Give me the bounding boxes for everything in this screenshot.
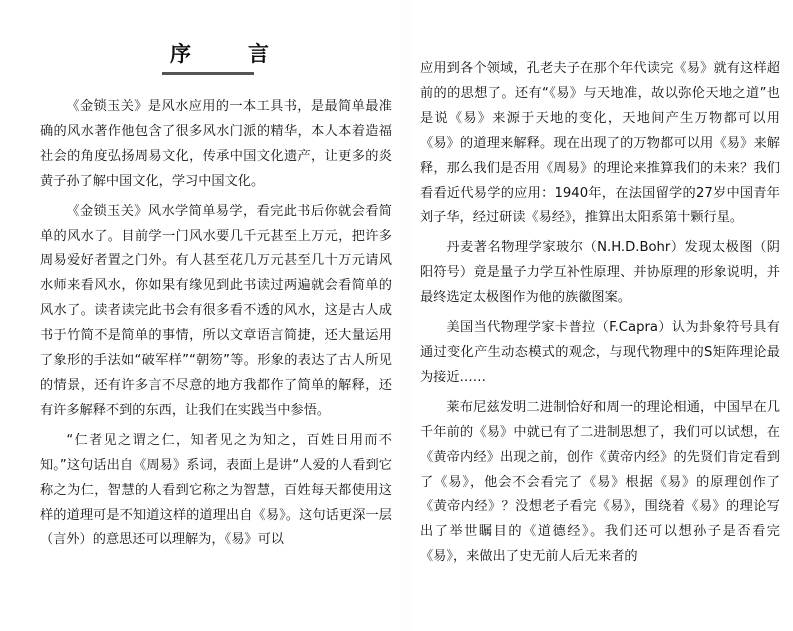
paragraph-intro: 《金锁玉关》是风水应用的一本工具书，是最简单最准确的风水著作他包含了很多风水门派的精华，本人本着造福社会的角度弘扬周易文化，传承中国文化遗产，让更多的炎黄子孙了解中国文化，学习中国文化。 bbox=[40, 99, 392, 189]
book-gutter bbox=[400, 0, 412, 631]
right-page bbox=[412, 0, 793, 631]
right-page-body bbox=[420, 57, 780, 570]
paragraph-continuation: 应用到各个领域，孔老夫子在那个年代读完《易》就有这样超前的的思想了。还有“《易》与天地准，故以弥伦天地之道”也是说《易》来源于天地的变化，天地间产生万物都可以用《易》的道理来解释。现在出现了的万物都可以用《易》来解释，那么我们是否用《周易》的理论来推算我们的未来？我们看看近代易学的应用：1940年，在法国留学的27岁中国青年刘子华，经过研读《易经》，推算出太阳系第十颗行星。 bbox=[420, 61, 780, 226]
paragraph-quote: “仁者见之谓之仁，知者见之为知之，百姓日用而不知。”这句话出自《周易》系词，表面上是讲“人爱的人看到它称之为仁，智慧的人看到它称之为智慧，百姓每天都使用这样的道理可是不知道这样的道理出自《易》。这句话更深一层（言外）的意思还可以理解为，《易》可以 bbox=[40, 432, 392, 548]
title-underline bbox=[162, 72, 254, 75]
paragraph-leibniz: 莱布尼兹发明二进制恰好和周一的理论相通，中国早在几千年前的《易》中就已有了二进制思想了，我们可以试想，在《黄帝内经》出现之前，创作《黄帝内经》的先贤们肯定看到了《易》，他会不会看完了《易》根据《易》的原理创作了《黄帝内经》？没想老子看完《易》，围绕着《易》的理论写出了举世瞩目的《道德经》。我们还可以想孙子是否看完《易》，来做出了史无前人后无来者的 bbox=[420, 399, 780, 565]
paragraph-fengshui: 《金锁玉关》风水学简单易学，看完此书后你就会看简单的风水了。目前学一门风水要几千元甚至上万元，把许多周易爱好者置之门外。有人甚至花几万元甚至几十万元请风水师来看风水，你如果有缘见到此书读过两遍就会看简单的风水了。读者读完此书会有很多看不透的风水，这是古人成书于竹简不是简单的事情，所以文章语言简捷，还大量运用了象形的手法如“破军样”“朝笏”等。形象的表达了古人所见的情景，还有许多言不尽意的地方我都作了简单的解释，还有许多解释不到的东西，让我们在实践当中参悟。 bbox=[40, 203, 392, 418]
paragraph-bohr: 丹麦著名物理学家玻尔（N.H.D.Bohr）发现太极图（阴阳符号）竟是量子力学互补性原理、并协原理的形象说明，并最终选定太极图作为他的族徽图案。 bbox=[420, 240, 780, 306]
paragraph-capra: 美国当代物理学家卡普拉（F.Capra）认为卦象符号具有通过变化产生动态模式的观念，与现代物理中的S矩阵理论最为接近…… bbox=[420, 320, 780, 385]
left-page-body bbox=[40, 95, 392, 553]
page-title: 序 言 bbox=[170, 41, 287, 66]
